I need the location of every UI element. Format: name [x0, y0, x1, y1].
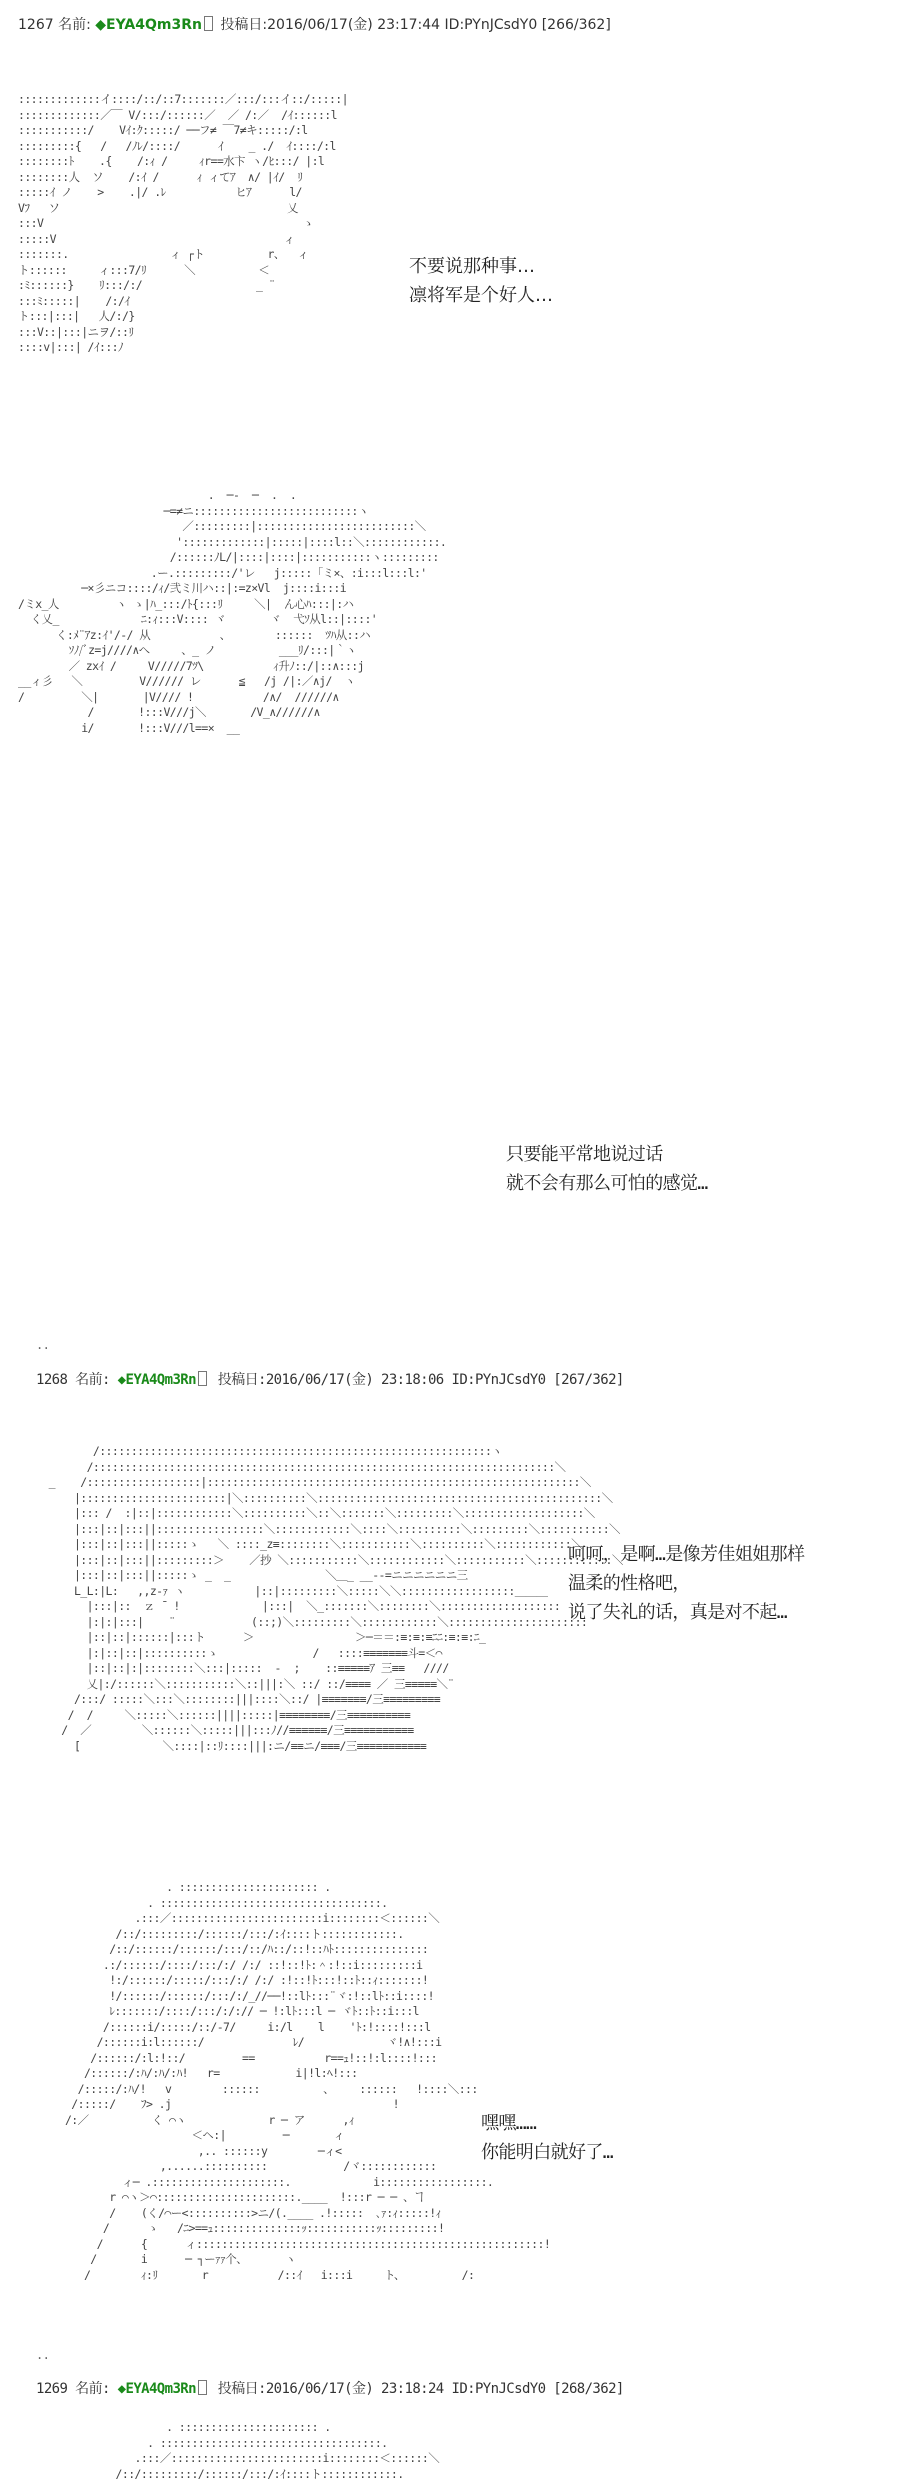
- post-separator: ..: [36, 2348, 50, 2362]
- post-date: 2016/06/17(金) 23:18:24: [265, 2381, 444, 2397]
- name-label: 名前:: [75, 2381, 110, 2397]
- post-number: 1267: [18, 17, 54, 33]
- poster-id[interactable]: ID:PYnJCsdY0: [451, 1372, 546, 1388]
- ascii-art-girl-4: . :::::::::::::::::::::: . . :::::::::::::::::::::::::::::::::::. .:::／::::::::::::::::::::::::i::::::::＜::::::＼ /::/:::::::::/::::::/:::/:ｲ::::ト::::::::::::. /::/::::::/::::::/:::/::/ﾊ::/::!::ﾊﾄ::::::::::::::: .:/::::::/::::/:::/:/ /:/ ::!::!ﾄ:＾:!::i:::::::::i !:/::::::/:::::/:::/:/ /:/ :!::!ﾄ:::!::ﾄ::ｨ:::::::! !/::::::/::::::/:::/:/_//──!::lﾄ:::¨ヾ:!::lﾄ::i::::! ﾚ:::::::/::::/:::/:/:// ─ !:lﾄ:::l ─ ヾﾄ::ﾄ::i:::l /::::::i/:::::/::/-7/ i:/l l 'ﾄ:!::::!:::l /::::::i:l::::::/ ﾚ/ ヾ!∧!:::i /::::::/:l:!::/ == r==ｭ!::!:l::::!::: /::::::/:ﾊ/:ﾊ/:ﾊ! r= i|!l:ﾍ!::: /:::::/:ﾊ/! v :::::: 、 :::::: !::::＼::: /:::::/ ﾌ> .j ! /:／ く ⌒ヽ r ─ ア ,ｨ ＜ヘ:| ─ ィ ,.. ::::::y ─ィ< ,......:::::::::: /ヾ:::::::::::: ィ─ .:::::::::::::::::::::. i:::::::::::::::::. r ⌒ヽ＞⌒::::::::::::::::::::::.____ !:::r ─ ─ 、ヿ / (く/⌒ー<::::::::::>ニ/(.____ .!::::: ､ｧ:ｨ:::::!ｨ / ゝ /ﾆ>==ｭ::::::::::::::ｯ:::::::::::ｯ:::::::::! / { ィ:::::::::::::::::::::::::::::::::::::::::::::::::::::::! / i ─ ┐ーｧｧ个、 ヽ / ｨ:ﾘ r /::ｲ i:::i ト、 /:: [64, 1880, 551, 2282]
- post-number: 1269: [36, 2381, 68, 2397]
- date-label: 投稿日:: [217, 1372, 266, 1388]
- poster-trip[interactable]: ◆EYA4Qm3Rn: [95, 17, 202, 33]
- name-label: 名前:: [75, 1372, 110, 1388]
- dialogue-line: 呵呵，是啊…是像芳佳姐姐那样: [568, 1544, 805, 1565]
- post-header-1269: [36, 2378, 624, 2400]
- post-number: 1268: [36, 1372, 68, 1388]
- ascii-art-girl-2: . ─- ─ . . ─=≠ニ::::::::::::::::::::::::::ヽ ／:::::::::|:::::::::::::::::::::::::＼ ':::::::::::::|:::::|::::l::＼::::::::::::. /::::::ﾉL/|::::|::::|:::::::::::ヽ::::::::: .ー.:::::::::/'レ j:::::「ミ×、:i:::l:::l:' ─×彡ニコ::::/ｨ/弐ミ川ハ::|:=z×Vl j::::i:::i /ミx_人 ヽ ゝ|ﾊ_:::/ﾄ{:::ﾘ ＼| ん心ﾊ:::|:ハ く乂_ ﾆ:ｨ:::V:::: ヾ ヾ 弋ｿ从l::|::::' く:ﾒ¨ｱz:ｲ'/-/ 从 、 :::::: ﾂﾊ从::ハ ｿﾉ/ﾞz=j////∧へ 、_ ノ ___ﾘ/:::|｀ヽ ／ zxｲ / V/////7ﾂ\ ｨ升ﾉ::/|::∧:::j __ィ彡 ＼ V////// レ ≦ /j /|:／∧j/ ヽ / ＼| |V//// ! /∧/ //////∧ / !:::V///j＼ /V_∧//////∧ i/ !:::V///l==× __ 只要能平常地说过话 就不会有那么可怕的感觉… .. 1268 名前: ◆EYA4Qm3Rn 投稿日:2016/06/17(金) 23:18:06 ID:PYnJCsdY0 [267/362] /::::::::::::::::::::::::::::::::::::::::::::::::::::::::::::::ヽ /:::::::::::::::::::::::::::::::::::::::::::::::::::::::::::::::::::::::::＼ _ /::::::::::::::::::|:::::::::::::::::::::::::::::::::::::::::::::::::::::::::::＼ |:::::::::::::::::::::::|＼::::::::::＼:::::::::::::::::::::::::::::::::::::::::::::＼ |::: / :|::|::::::::::::＼::::::::::＼::＼:::::::＼:::::::::＼:::::::::::::::::::＼ |:::|::|:::||:::::::::::::::::＼::::::::::::＼::::＼::::::::::＼:::::::::＼:::::::::::＼ |:::|::|:::||:::::ゝ ＼ ::::_z≡::::::::＼:::::::::::＼::::::::::＼::::::::::::＼ |:::|::|:::||:::::::::＞ ／抄 ＼:::::::::::＼::::::::::::＼:::::::::::＼::::::::::::＼ |:::|::|:::||:::::ゝ _ _ ＼＿_ __--=ニニニニニニ三 L_L:|L: ,,z-ｧ ヽ |::|:::::::::＼:::::＼＼::::::::::::::::::＿＿＿ |:::|:: ｚ ̄ ! |:::| ＼_:::::::＼::::::::＼::::::::::::::::::: |:|:|:::| ¨ (::;)＼:::::::::＼::::::::::::＼:::::::::::::::::::::: |::|::|::::::|:::ト ＞ ＞─＝＝:≡:≡:≡ﾆﾆ:≡:≡:ﾆ_ |:|::|::|::::::::::ゝ / ::::≡≡≡≡≡≡≡斗=＜⌒ |::|::|:|::::::::＼:::|::::: ‐ ; ::≡≡≡≡≡ｱ 三≡≡ //// 乂|:/::::::＼:::::::::::＼::|||:＼ ::/ ::/≡≡≡≡ ／ 三≡≡≡≡≡＼¨ /:::/ :::::＼:::＼::::::::|||::::＼::/ |≡≡≡≡≡≡≡/三≡≡≡≡≡≡≡≡≡ / / ＼:::::＼::::::||||:::::|≡≡≡≡≡≡≡≡/三≡≡≡≡≡≡≡≡≡≡ / ／ ＼::::::＼:::::|||:::ﾉ//≡≡≡≡≡≡/三≡≡≡≡≡≡≡≡≡≡≡ [ ＼::::|::ﾘ::::|||:ニ/≡≡ニ/≡≡≡/三≡≡≡≡≡≡≡≡≡≡≡ 呵呵，是啊…是像芳佳姐姐那样 温柔的性格吧， 说了失礼的话，真是对不起… . :::::::::::::::::::::: . . :::::::::::::::::::::::::::::::::::. .:::／::::::::::::::::::::::::i::::::::＜::::::＼ /::/:::::::::/::::::/:::/:ｲ::::ト::::::::::::. /::/::::::/::::::/:::/::/ﾊ::/::!::ﾊﾄ::::::::::::::: .:/::::::/::::/:::/:/ /:/ ::!::!ﾄ:＾:!::i:::::::::i !:/::::::/:::::/:::/:/ /:/ :!::!ﾄ:::!::ﾄ::ｨ:::::::! !/::::::/::::::/:::/:/_//──!::lﾄ:::¨ヾ:!::lﾄ::i::::! ﾚ:::::::/::::/:::/:/:// ─ !:lﾄ:::l ─ ヾﾄ::ﾄ::i:::l /::::::i/:::::/::/-7/ i:/l l 'ﾄ:!::::!:::l /::::::i:l::::::/ ﾚ/ ヾ!∧!:::i /::::::/:l:!::/ == r==ｭ!::!:l::::!::: /::::::/:ﾊ/:ﾊ/:ﾊ! r= i|!l:ﾍ!::: /:::::/:ﾊ/! v :::::: 、 :::::: !::::＼::: /:::::/ ﾌ> .j ! /:／ く ⌒ヽ r ─ ア ,ｨ ＜ヘ:| ─ ィ ,.. ::::::y ─ィ< ,......:::::::::: /ヾ:::::::::::: ィ─ .:::::::::::::::::::::. i:::::::::::::::::. r ⌒ヽ＞⌒::::::::::::::::::::::.____ !:::r ─ ─ 、ヿ / (く/⌒ー<::::::::::>ニ/(.____ .!::::: ､ｧ:ｨ:::::!ｨ / ゝ /ﾆ>==ｭ::::::::::::::ｯ:::::::::::ｯ:::::::::! / { ィ:::::::::::::::::::::::::::::::::::::::::::::::::::::::! / i ─ ┐ーｧｧ个、 ヽ / ｨ:ﾘ r /::ｲ i:::i ト、 /: 嘿嘿…… 你能明白就好了… .. 1269 名前: ◆EYA4Qm3Rn 投稿日:2016/06/17(金) 23:18:24 ID:PYnJCsdY0 [268/362] . :::::::::::::::::::::: . . :::::::::::::::::::::::::::::::::::. .:::／::::::::::::::::::::::::i::::::::＜::::::＼ /::/:::::::::/::::::/:::/:ｲ::::ト::::::::::::.: [18, 488, 805, 2481]
- dialogue-line: 你能明白就好了…: [481, 2142, 614, 2163]
- post-count: [267/362]: [553, 1372, 624, 1388]
- poster-id[interactable]: ID:PYnJCsdY0: [451, 2381, 546, 2397]
- dialogue-3: [568, 1540, 804, 1627]
- dialogue-4: [481, 2109, 613, 2167]
- dialogue-1: [409, 252, 553, 310]
- poster-id[interactable]: ID:PYnJCsdY0: [444, 17, 538, 33]
- date-label: 投稿日:: [220, 17, 268, 33]
- poster-trip[interactable]: ◆EYA4Qm3Rn: [117, 2381, 196, 2397]
- date-label: 投稿日:: [217, 2381, 266, 2397]
- name-label: 名前:: [58, 17, 91, 33]
- post-date: 2016/06/17(金) 23:17:44: [267, 17, 441, 33]
- dialogue-line: 不要说那种事…: [409, 256, 535, 277]
- ascii-art-girl-5: . :::::::::::::::::::::: . . :::::::::::::::::::::::::::::::::::. .:::／::::::::::::::::::::::::i::::::::＜::::::＼ /::/:::::::::/::::::/:::/:ｲ::::ト::::::::::::.: [115, 2420, 440, 2481]
- dialogue-line: 只要能平常地说过话: [506, 1144, 663, 1165]
- post-count: [268/362]: [553, 2381, 624, 2397]
- dialogue-line: 凛将军是个好人…: [409, 285, 553, 306]
- ascii-art-girl-1: :::::::::::::イ::::/::/::7:::::::／:::/:::イ::/:::::| :::::::::::::／￣ V/:::/::::::／ ／ /:／ /ｲ::::::l :::::::::::/ Vｲ:ｸ:::::/ ──フ≠ ￣7≠キ:::::/:l :::::::::{ / /ﾉﾚ/::::/ ｲ _ ./ ｲ::::/:l ::::::::ﾄ .{ /:ｨ / ｨr==水卞 ヽ/ﾋ:::/ |:l ::::::::人 ソ /:ｲ / ｨ ィてｱ ∧/ |ｲ/ ﾘ :::::ｲ ノ > .|/ .ﾚ ヒｱ l/ Vﾌ ソ 乂 :::V ゝ :::::V ィ :::::::. ィ ┌ト r、 ィ ト:::::: ィ:::7/ﾘ ＼ ＜ :ﾐ::::::} ﾘ:::/:/ _ ¨ :::ﾐ:::::| /:/ｲ ト:::|:::| 人/:/} :::V::|:::|ニヲ/::ﾘ ::::v|:::| /ｲ:::ﾉ: [18, 92, 348, 354]
- post-date: 2016/06/17(金) 23:18:06: [265, 1372, 444, 1388]
- mail-icon: [198, 2380, 207, 2395]
- post-count: [266/362]: [541, 17, 611, 33]
- dialogue-2: [506, 1140, 708, 1198]
- dialogue-line: 就不会有那么可怕的感觉…: [506, 1173, 708, 1194]
- dialogue-line: 温柔的性格吧，: [568, 1573, 690, 1594]
- dialogue-line: 嘿嘿……: [481, 2113, 537, 2134]
- mail-icon: [198, 1371, 207, 1386]
- post-header-1267: [18, 14, 611, 36]
- ascii-art-girl-3: /::::::::::::::::::::::::::::::::::::::::::::::::::::::::::::::ヽ /:::::::::::::::::::::::::::::::::::::::::::::::::::::::::::::::::::::::::＼ _ /::::::::::::::::::|:::::::::::::::::::::::::::::::::::::::::::::::::::::::::::＼ |:::::::::::::::::::::::|＼::::::::::＼:::::::::::::::::::::::::::::::::::::::::::::＼ |::: / :|::|::::::::::::＼::::::::::＼::＼:::::::＼:::::::::＼:::::::::::::::::::＼ |:::|::|:::||:::::::::::::::::＼::::::::::::＼::::＼::::::::::＼:::::::::＼:::::::::::＼ |:::|::|:::||:::::ゝ ＼ ::::_z≡::::::::＼:::::::::::＼::::::::::＼::::::::::::＼ |:::|::|:::||:::::::::＞ ／抄 ＼:::::::::::＼::::::::::::＼:::::::::::＼::::::::::::＼ |:::|::|:::||:::::ゝ _ _ ＼＿_ __--=ニニニニニニ三 L_L:|L: ,,z-ｧ ヽ |::|:::::::::＼:::::＼＼::::::::::::::::::＿＿＿ |:::|:: ｚ ̄ ! |:::| ＼_:::::::＼::::::::＼::::::::::::::::::: |:|:|:::| ¨ (::;)＼:::::::::＼::::::::::::＼:::::::::::::::::::::: |::|::|::::::|:::ト ＞ ＞─＝＝:≡:≡:≡ﾆﾆ:≡:≡:ﾆ_ |:|::|::|::::::::::ゝ / ::::≡≡≡≡≡≡≡斗=＜⌒ |::|::|:|::::::::＼:::|::::: ‐ ; ::≡≡≡≡≡ｱ 三≡≡ //// 乂|:/::::::＼:::::::::::＼::|||:＼ ::/ ::/≡≡≡≡ ／ 三≡≡≡≡≡＼¨ /:::/ :::::＼:::＼::::::::|||::::＼::/ |≡≡≡≡≡≡≡/三≡≡≡≡≡≡≡≡≡ / / ＼:::::＼::::::||||:::::|≡≡≡≡≡≡≡≡/三≡≡≡≡≡≡≡≡≡≡ / ／ ＼::::::＼:::::|||:::ﾉ//≡≡≡≡≡≡/三≡≡≡≡≡≡≡≡≡≡≡ [ ＼::::|::ﾘ::::|||:ニ/≡≡ニ/≡≡≡/三≡≡≡≡≡≡≡≡≡≡≡: [48, 1444, 623, 1753]
- post-separator: ..: [36, 1338, 50, 1352]
- dialogue-line: 说了失礼的话，真是对不起…: [568, 1602, 788, 1623]
- mail-icon: [204, 16, 213, 31]
- poster-trip[interactable]: ◆EYA4Qm3Rn: [117, 1372, 196, 1388]
- post-header-1268: [36, 1369, 624, 1391]
